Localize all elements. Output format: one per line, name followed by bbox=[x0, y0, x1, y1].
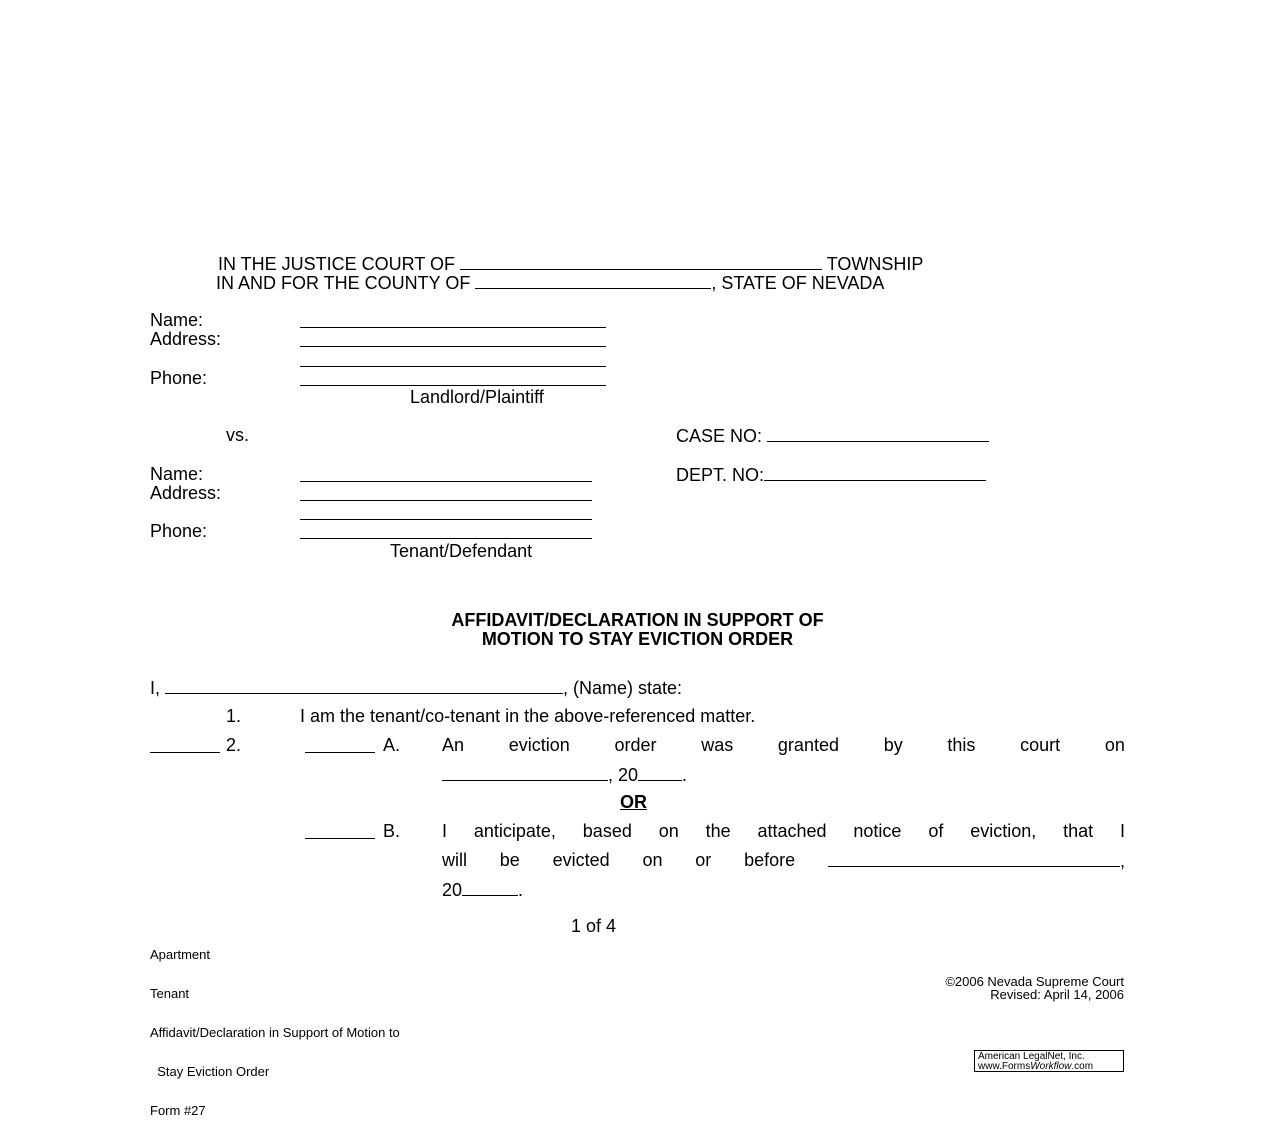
page-number: 1 of 4 bbox=[571, 916, 617, 936]
dept-no-field[interactable] bbox=[764, 464, 986, 481]
footer-revised: Revised: April 14, 2006 bbox=[990, 987, 1124, 1002]
declarant-name-field[interactable] bbox=[165, 677, 563, 694]
court-line-1: IN THE JUSTICE COURT OF TOWNSHIP bbox=[218, 254, 924, 274]
option-a-letter: A. bbox=[383, 735, 401, 755]
document-title-line-2: MOTION TO STAY EVICTION ORDER bbox=[481, 629, 794, 649]
legalnet-logo bbox=[974, 1050, 1124, 1072]
intro-statement: I, , (Name) state: bbox=[150, 678, 683, 698]
option-a-text-line-2: , 20 . bbox=[442, 764, 687, 785]
anticipated-eviction-date-field[interactable] bbox=[828, 850, 1120, 867]
township-field[interactable] bbox=[460, 253, 822, 270]
eviction-order-date-field[interactable] bbox=[442, 764, 608, 781]
anticipated-eviction-year-field[interactable] bbox=[462, 879, 518, 896]
defendant-phone-label: Phone: bbox=[150, 521, 208, 541]
option-b-checkbox-field[interactable] bbox=[305, 838, 375, 839]
plaintiff-address-field-1[interactable] bbox=[300, 346, 606, 347]
option-a-checkbox-field[interactable] bbox=[305, 752, 375, 753]
item-1-text: I am the tenant/co-tenant in the above-referenced matter. bbox=[300, 706, 756, 726]
option-b-letter: B. bbox=[383, 821, 401, 841]
defendant-address-label: Address: bbox=[150, 483, 222, 503]
option-b-text-line-3: 20 . bbox=[442, 880, 524, 900]
plaintiff-role-label: Landlord/Plaintiff bbox=[410, 387, 544, 407]
dept-no: DEPT. NO: bbox=[676, 464, 986, 485]
plaintiff-phone-label: Phone: bbox=[150, 368, 208, 388]
court-line-2: IN AND FOR THE COUNTY OF , STATE OF NEVADA bbox=[216, 273, 885, 293]
defendant-role-label: Tenant/Defendant bbox=[390, 541, 533, 561]
legalnet-logo-name: American LegalNet, Inc. bbox=[978, 1051, 1085, 1062]
plaintiff-phone-field[interactable] bbox=[300, 385, 606, 386]
item-2-initials-field[interactable] bbox=[150, 752, 220, 753]
item-2-number: 2. bbox=[226, 735, 242, 755]
footer-copyright: ©2006 Nevada Supreme Court bbox=[945, 974, 1124, 989]
plaintiff-address-field-2[interactable] bbox=[300, 366, 606, 367]
defendant-phone-field[interactable] bbox=[300, 538, 592, 539]
vs-label: vs. bbox=[226, 425, 250, 445]
item-1-number: 1. bbox=[226, 706, 242, 726]
document-title-line-1: AFFIDAVIT/DECLARATION IN SUPPORT OF bbox=[451, 610, 824, 630]
legalnet-logo-url: www.FormsWorkflow.com bbox=[978, 1061, 1094, 1072]
footer-form-info: Apartment Tenant Affidavit/Declaration in Support of Motion to Stay Eviction Order Form #27 bbox=[150, 947, 400, 1118]
defendant-name-field[interactable] bbox=[300, 481, 592, 482]
defendant-address-field-2[interactable] bbox=[300, 519, 592, 520]
option-a-text-line-1: An eviction order was granted by this court on bbox=[442, 735, 1125, 755]
option-b-text-line-2: will be evicted on or before , bbox=[442, 850, 1125, 871]
eviction-order-year-field[interactable] bbox=[638, 764, 682, 781]
county-field[interactable] bbox=[475, 272, 711, 289]
or-separator: OR bbox=[620, 792, 647, 812]
case-no-field[interactable] bbox=[767, 425, 989, 442]
plaintiff-name-label: Name: bbox=[150, 310, 204, 330]
defendant-address-field-1[interactable] bbox=[300, 500, 592, 501]
option-b-text-line-1: I anticipate, based on the attached notice of eviction, that I bbox=[442, 821, 1125, 841]
plaintiff-address-label: Address: bbox=[150, 329, 222, 349]
case-no: CASE NO: bbox=[676, 425, 989, 446]
plaintiff-name-field[interactable] bbox=[300, 327, 606, 328]
defendant-name-label: Name: bbox=[150, 464, 204, 484]
